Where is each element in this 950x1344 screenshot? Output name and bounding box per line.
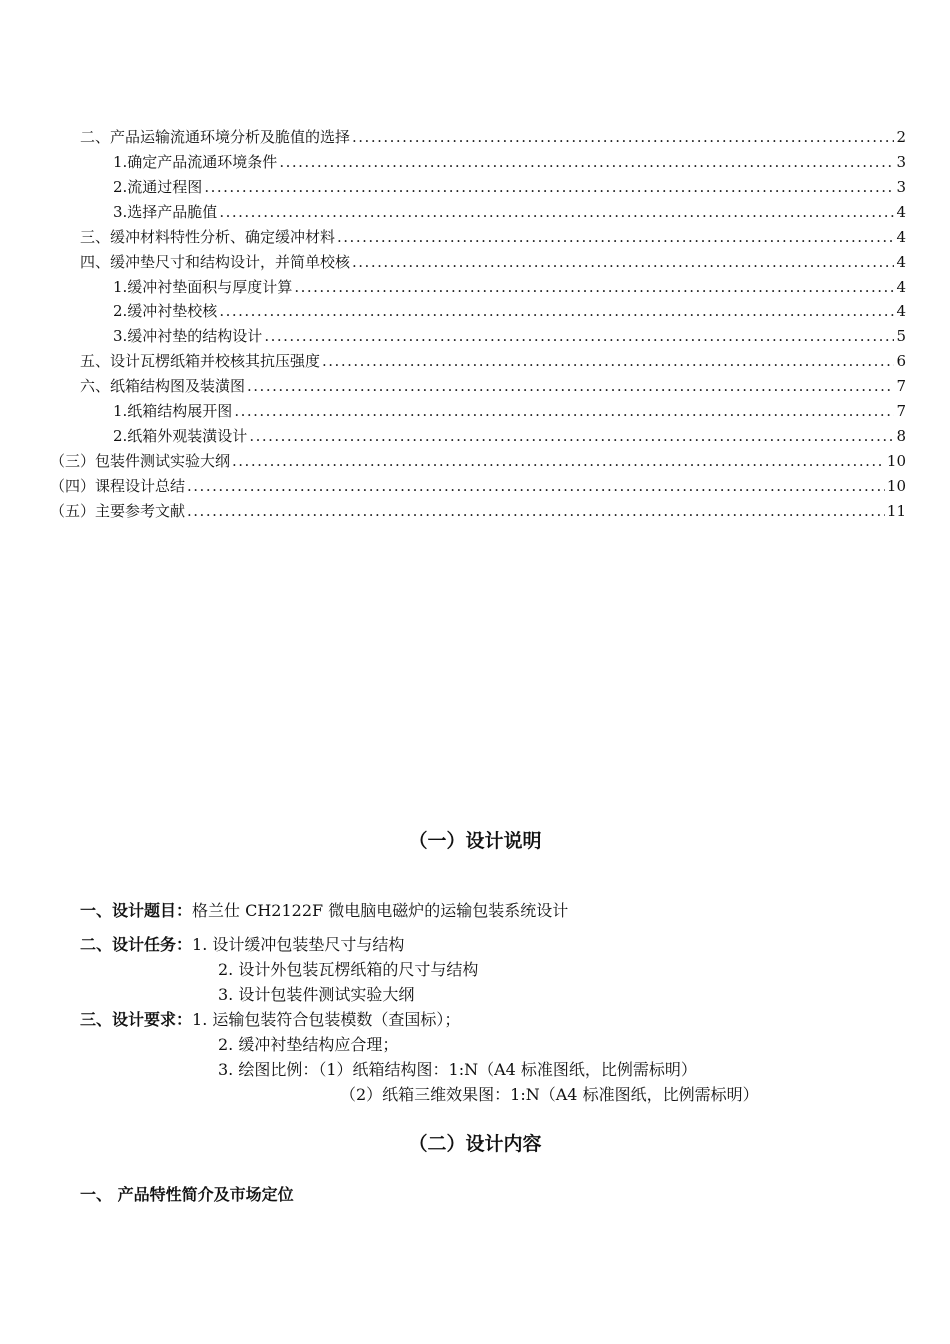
- toc-entry-page: 2: [896, 128, 906, 146]
- toc-leader: [219, 201, 894, 223]
- toc-entry[interactable]: [50, 450, 906, 472]
- toc-entry-label: （四）课程设计总结: [50, 477, 186, 495]
- toc-entry[interactable]: [113, 425, 906, 447]
- design-tasks: [80, 932, 404, 955]
- design-requirements: [80, 1007, 460, 1030]
- toc-entry-page: 4: [896, 203, 906, 221]
- toc-entry-label: 2.缓冲衬垫校核: [113, 302, 218, 320]
- toc-entry-label: （三）包装件测试实验大纲: [50, 452, 231, 470]
- toc-entry-label: 五、设计瓦楞纸箱并校核其抗压强度: [80, 352, 321, 370]
- toc-entry[interactable]: [113, 151, 906, 173]
- toc-entry-page: 5: [896, 327, 906, 345]
- section-title-design-description: （一）设计说明: [408, 830, 542, 852]
- toc-entry-label: 1.纸箱结构展开图: [113, 402, 233, 420]
- toc-leader: [187, 500, 885, 522]
- toc-entry[interactable]: [80, 251, 906, 273]
- toc-leader: [352, 251, 894, 273]
- toc-leader: [204, 176, 894, 198]
- toc-entry-label: 三、缓冲材料特性分析、确定缓冲材料: [80, 228, 336, 246]
- toc-leader: [232, 450, 885, 472]
- design-task-item: 2. 设计外包装瓦楞纸箱的尺寸与结构: [218, 960, 479, 979]
- toc-entry-page: 6: [896, 352, 906, 370]
- toc-entry[interactable]: [50, 500, 906, 522]
- toc-entry-page: 3: [896, 178, 906, 196]
- toc-leader: [279, 151, 894, 173]
- toc-entry-page: 11: [886, 502, 906, 520]
- toc-leader: [247, 375, 894, 397]
- design-requirement-item: 2. 缓冲衬垫结构应合理；: [218, 1035, 399, 1054]
- toc-leader: [234, 400, 894, 422]
- toc-leader: [187, 475, 885, 497]
- toc-leader: [264, 325, 894, 347]
- toc-entry-page: 10: [886, 477, 906, 495]
- toc-leader: [219, 300, 894, 322]
- toc-leader: [337, 226, 894, 248]
- toc-leader: [294, 276, 894, 298]
- toc-entry-label: 3.选择产品脆值: [113, 203, 218, 221]
- toc-entry[interactable]: [113, 400, 906, 422]
- toc-entry-label: 1.确定产品流通环境条件: [113, 153, 278, 171]
- toc-entry-label: 3.缓冲衬垫的结构设计: [113, 327, 263, 345]
- toc-leader: [322, 350, 894, 372]
- toc-entry[interactable]: [113, 300, 906, 322]
- design-tasks-label: 二、设计任务：: [80, 935, 193, 954]
- toc-entry[interactable]: [113, 276, 906, 298]
- toc-entry-label: 二、产品运输流通环境分析及脆值的选择: [80, 128, 351, 146]
- section-title-design-content: （二）设计内容: [408, 1133, 542, 1155]
- design-topic: [80, 898, 568, 921]
- toc-entry-label: 2.纸箱外观装潢设计: [113, 427, 248, 445]
- toc-entry-page: 8: [896, 427, 906, 445]
- toc-entry-page: 10: [886, 452, 906, 470]
- toc-entry[interactable]: [80, 126, 906, 148]
- design-topic-label: 一、设计题目：: [80, 901, 193, 920]
- toc-entry-page: 4: [896, 302, 906, 320]
- toc-entry[interactable]: [113, 325, 906, 347]
- design-requirement-item: 3. 绘图比例：（1）纸箱结构图：1:N（A4 标准图纸，比例需标明）: [218, 1060, 697, 1079]
- toc-entry[interactable]: [80, 375, 906, 397]
- toc-entry[interactable]: [80, 350, 906, 372]
- toc-leader: [249, 425, 894, 447]
- toc-entry[interactable]: [80, 226, 906, 248]
- subsection-title: 一、 产品特性简介及市场定位: [80, 1185, 294, 1204]
- toc-entry-page: 4: [896, 253, 906, 271]
- design-task-item: 3. 设计包装件测试实验大纲: [218, 985, 415, 1004]
- design-topic-text: 格兰仕 CH2122F 微电脑电磁炉的运输包装系统设计: [192, 901, 569, 920]
- toc-entry[interactable]: [113, 201, 906, 223]
- toc-leader: [352, 126, 894, 148]
- toc-entry-page: 3: [896, 153, 906, 171]
- toc-entry-page: 7: [896, 377, 906, 395]
- toc-entry-page: 4: [896, 228, 906, 246]
- toc-entry[interactable]: [50, 475, 906, 497]
- toc-entry[interactable]: [113, 176, 906, 198]
- toc-entry-label: 四、缓冲垫尺寸和结构设计，并简单校核: [80, 253, 351, 271]
- toc-entry-label: 六、纸箱结构图及装潢图: [80, 377, 246, 395]
- toc-entry-label: （五）主要参考文献: [50, 502, 186, 520]
- toc-entry-page: 4: [896, 278, 906, 296]
- toc-entry-label: 2.流通过程图: [113, 178, 203, 196]
- design-requirement-item: 1. 运输包装符合包装模数（查国标）；: [192, 1010, 461, 1029]
- design-task-item: 1. 设计缓冲包装垫尺寸与结构: [192, 935, 405, 954]
- design-requirements-label: 三、设计要求：: [80, 1010, 193, 1029]
- design-requirement-item: （2）纸箱三维效果图：1:N（A4 标准图纸，比例需标明）: [340, 1085, 759, 1104]
- toc-entry-page: 7: [896, 402, 906, 420]
- toc-entry-label: 1.缓冲衬垫面积与厚度计算: [113, 278, 293, 296]
